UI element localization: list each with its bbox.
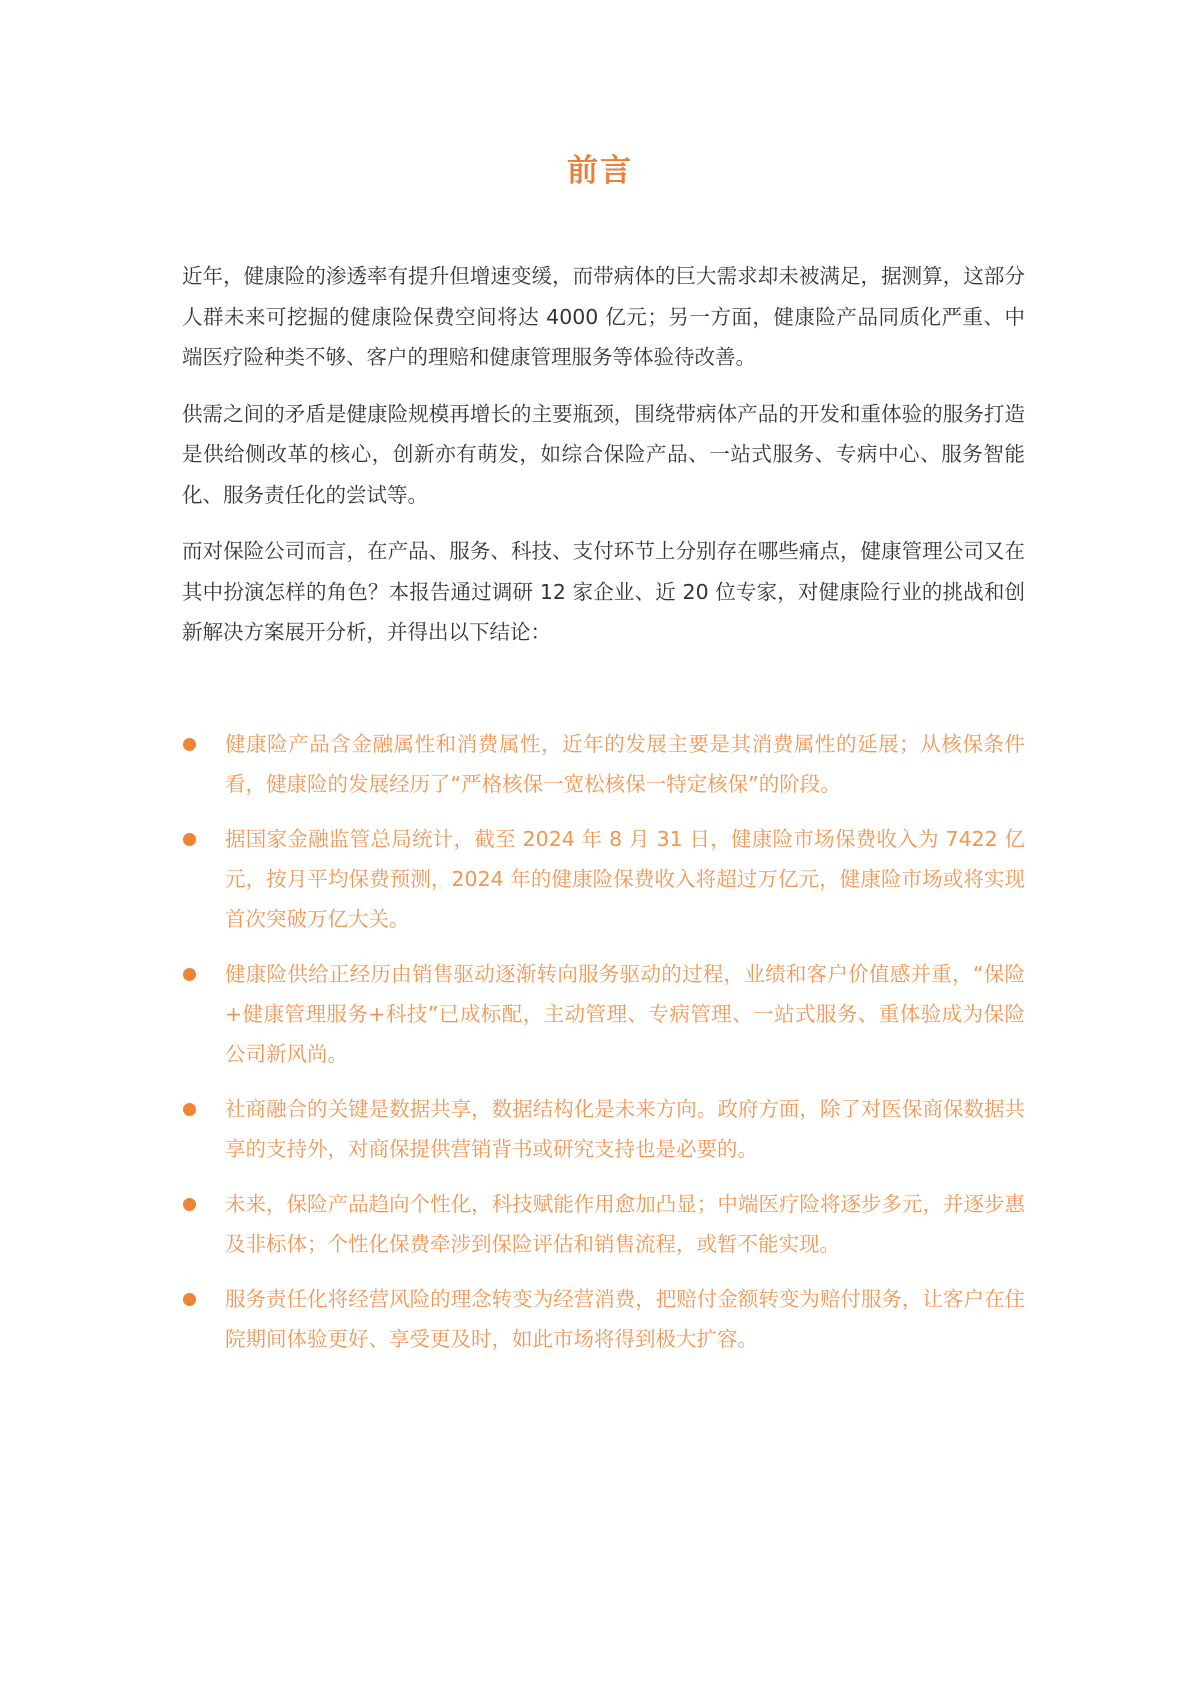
conclusions-list — [182, 724, 1025, 1374]
page-title: 前言 — [567, 153, 633, 189]
bullet-dot-icon — [183, 968, 196, 981]
paragraph: 供需之间的矛盾是健康险规模再增长的主要瓶颈，围绕带病体产品的开发和重体验的服务打造是供给侧改革的核心，创新亦有萌发，如综合保险产品、一站式服务、专病中心、服务智能化、服务责任化的尝试等。 — [182, 401, 1025, 507]
list-item — [182, 1279, 1025, 1359]
paragraph: 而对保险公司而言，在产品、服务、科技、支付环节上分别存在哪些痛点，健康管理公司又在其中扮演怎样的角色？本报告通过调研 12 家企业、近 20 位专家，对健康险行业的挑战和创新解决方案展开分析，并得出以下结论： — [182, 539, 1025, 644]
list-item-text: 社商融合的关键是数据共享，数据结构化是未来方向。政府方面，除了对医保商保数据共享的支持外，对商保提供营销背书或研究支持也是必要的。 — [225, 1097, 1025, 1161]
list-item — [182, 819, 1025, 939]
bullet-dot-icon — [183, 833, 196, 846]
paragraph: 近年，健康险的渗透率有提升但增速变缓，而带病体的巨大需求却未被满足，据测算，这部分人群未来可挖掘的健康险保费空间将达 4000 亿元；另一方面，健康险产品同质化严重、中端医疗险种类不够、客户的理赔和健康管理服务等体验待改善。 — [182, 264, 1025, 369]
list-item-text: 服务责任化将经营风险的理念转变为经营消费，把赔付金额转变为赔付服务，让客户在住院期间体验更好、享受更及时，如此市场将得到极大扩容。 — [225, 1287, 1025, 1351]
list-item-text: 健康险供给正经历由销售驱动逐渐转向服务驱动的过程，业绩和客户价值感并重，“保险+健康管理服务+科技”已成标配，主动管理、专病管理、一站式服务、重体验成为保险公司新风尚。 — [225, 962, 1025, 1066]
intro-paragraphs — [182, 256, 1025, 669]
list-item — [182, 724, 1025, 804]
bullet-dot-icon — [183, 1198, 196, 1211]
list-item-text: 未来，保险产品趋向个性化，科技赋能作用愈加凸显；中端医疗险将逐步多元，并逐步惠及非标体；个性化保费牵涉到保险评估和销售流程，或暂不能实现。 — [225, 1192, 1025, 1256]
bullet-dot-icon — [183, 738, 196, 751]
bullet-dot-icon — [183, 1293, 196, 1306]
list-item-text: 据国家金融监管总局统计，截至 2024 年 8 月 31 日，健康险市场保费收入为 7422 亿元，按月平均保费预测，2024 年的健康险保费收入将超过万亿元，健康险市场或将实现首次突破万亿大关。 — [225, 827, 1025, 931]
list-item — [182, 954, 1025, 1074]
list-item-text: 健康险产品含金融属性和消费属性，近年的发展主要是其消费属性的延展；从核保条件看，健康险的发展经历了“严格核保一宽松核保一特定核保”的阶段。 — [225, 732, 1025, 796]
list-item — [182, 1184, 1025, 1264]
list-item — [182, 1089, 1025, 1169]
bullet-dot-icon — [183, 1103, 196, 1116]
